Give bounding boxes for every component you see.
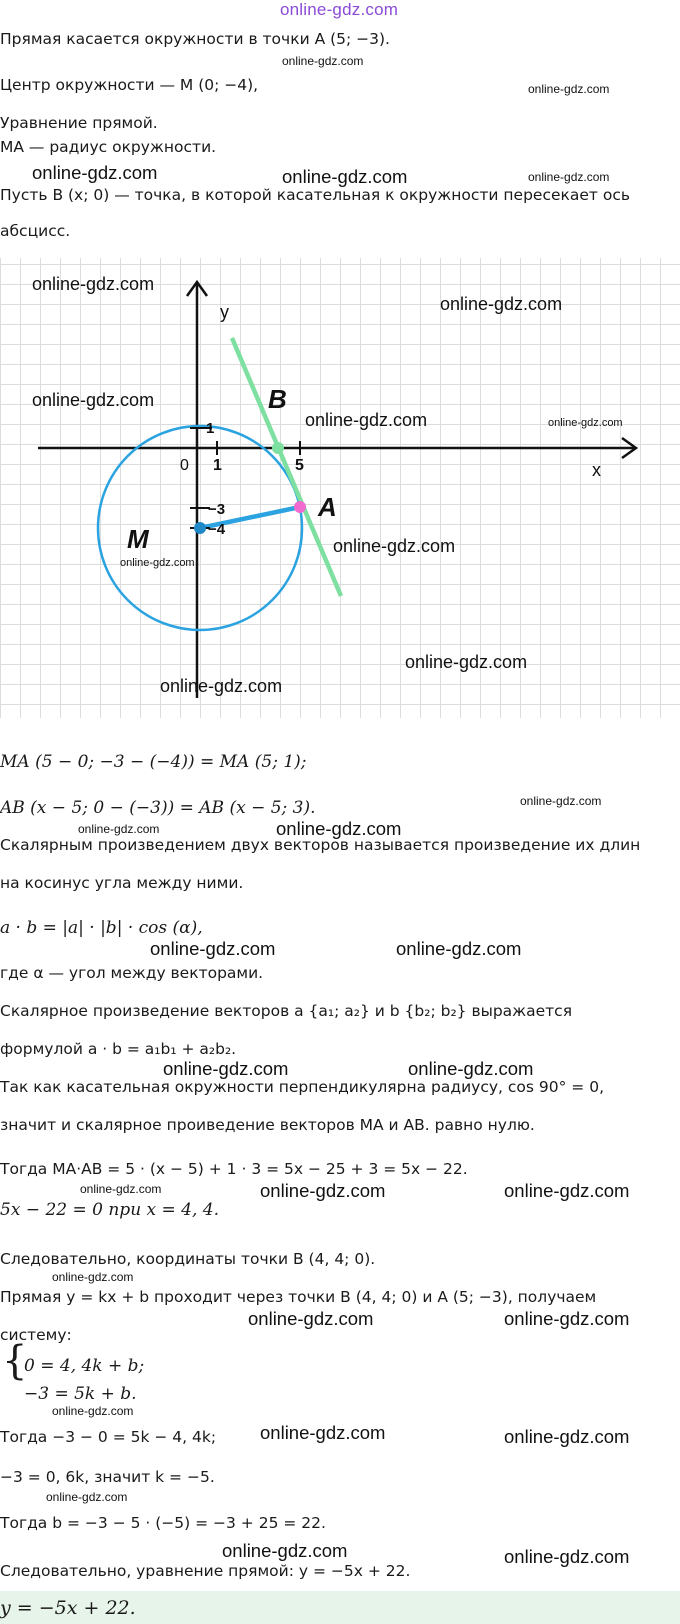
axis-label-y: y: [220, 302, 229, 322]
watermark: online-gdz.com: [440, 294, 563, 314]
watermark: online-gdz.com: [46, 1490, 128, 1504]
tick-label-x5: 5: [295, 457, 304, 474]
text-line-18: 5x − 22 = 0 при x = 4, 4.: [0, 1200, 220, 1220]
tick-label-y1: 1: [206, 420, 215, 437]
answer-box: [0, 1591, 680, 1624]
watermark: online-gdz.com: [260, 1180, 386, 1201]
text-line-5: Пусть B (x; 0) — точка, в которой касательная к окружности пересекает ось: [0, 186, 631, 204]
text-line-27: Следовательно, уравнение прямой: y = −5x + 22.: [0, 1562, 411, 1580]
text-line-6: абсцисс.: [0, 222, 71, 240]
tick-label-ym3: −3: [208, 501, 226, 518]
watermark: online-gdz.com: [282, 166, 408, 187]
watermark: online-gdz.com: [222, 1540, 348, 1561]
text-line-25: −3 = 0, 6k, значит k = −5.: [0, 1468, 215, 1486]
watermark: online-gdz.com: [150, 938, 276, 959]
axis-label-x: x: [592, 460, 601, 480]
watermark: online-gdz.com: [504, 1546, 630, 1567]
watermark: online-gdz.com: [163, 1058, 289, 1079]
text-line-8: AB (x − 5; 0 − (−3)) = AB (x − 5; 3).: [0, 798, 316, 818]
watermark: online-gdz.com: [305, 410, 428, 430]
text-line-7: MA (5 − 0; −3 − (−4)) = MA (5; 1);: [0, 752, 307, 772]
watermark: online-gdz.com: [528, 82, 610, 96]
text-line-21: систему:: [0, 1326, 72, 1344]
text-line-4: MA — радиус окружности.: [0, 138, 217, 156]
text-line-13: Скалярное произведение векторов a {a₁; a₂} и b {b₂; b₂} выражается: [0, 1002, 573, 1020]
watermark: online-gdz.com: [160, 676, 283, 696]
text-line-19: Следовательно, координаты точки B (4, 4; 0).: [0, 1250, 376, 1268]
text-line-3: Уравнение прямой.: [0, 114, 158, 132]
watermark: online-gdz.com: [333, 536, 456, 556]
watermark: online-gdz.com: [504, 1426, 630, 1447]
watermark: online-gdz.com: [120, 557, 195, 569]
tick-label-ym4: −4: [208, 521, 226, 538]
watermark: online-gdz.com: [405, 652, 528, 672]
watermark: online-gdz.com: [548, 417, 623, 429]
text-line-1: Прямая касается окружности в точки A (5; −3).: [0, 30, 390, 48]
watermark-top: online-gdz.com: [280, 0, 399, 19]
label-B: B: [268, 384, 287, 414]
text-line-26: Тогда b = −3 − 5 · (−5) = −3 + 25 = 22.: [0, 1514, 326, 1532]
text-line-16: значит и скалярное проиведение векторов MA и AB. равно нулю.: [0, 1116, 535, 1134]
watermark: online-gdz.com: [52, 1404, 134, 1418]
watermark: online-gdz.com: [520, 794, 602, 808]
watermark: online-gdz.com: [32, 162, 158, 183]
watermark: online-gdz.com: [80, 1182, 162, 1196]
watermark: online-gdz.com: [260, 1422, 386, 1443]
watermark: online-gdz.com: [504, 1308, 630, 1329]
watermark: online-gdz.com: [248, 1308, 374, 1329]
text-line-2: Центр окружности — M (0; −4),: [0, 76, 259, 94]
watermark: online-gdz.com: [282, 54, 364, 68]
system-eq-1: 0 = 4, 4k + b;: [24, 1356, 145, 1376]
text-line-10: на косинус угла между ними.: [0, 874, 244, 892]
text-line-24: Тогда −3 − 0 = 5k − 4, 4k;: [0, 1428, 217, 1446]
watermark: online-gdz.com: [504, 1180, 630, 1201]
point-M: [194, 522, 206, 534]
graph-svg: [0, 258, 680, 718]
text-line-9: Скалярным произведением двух векторов называется произведение их длин: [0, 836, 641, 854]
watermark: online-gdz.com: [78, 822, 160, 836]
watermark: online-gdz.com: [32, 274, 155, 294]
text-line-11: a · b = |a| · |b| · cos (α),: [0, 918, 203, 938]
text-line-14: формулой a · b = a₁b₁ + a₂b₂.: [0, 1040, 237, 1058]
point-B: [272, 442, 284, 454]
watermark: online-gdz.com: [528, 170, 610, 184]
watermark: online-gdz.com: [396, 938, 522, 959]
text-line-17: Тогда MA·AB = 5 · (x − 5) + 1 · 3 = 5x − 25 + 3 = 5x − 22.: [0, 1160, 468, 1178]
text-line-20: Прямая y = kx + b проходит через точки B (4, 4; 0) и A (5; −3), получаем: [0, 1288, 597, 1306]
coordinate-graph: [0, 258, 680, 718]
tick-label-x1: 1: [213, 457, 222, 474]
answer-text: y = −5x + 22.: [0, 1597, 136, 1619]
label-M: M: [127, 524, 149, 554]
label-A: A: [318, 492, 337, 522]
system-eq-2: −3 = 5k + b.: [24, 1384, 137, 1404]
watermark: online-gdz.com: [52, 1270, 134, 1284]
text-line-15: Так как касательная окружности перпендикулярна радиусу, cos 90° = 0,: [0, 1078, 604, 1096]
system-brace: {: [2, 1338, 28, 1384]
point-A: [294, 501, 306, 513]
text-line-12: где α — угол между векторами.: [0, 964, 264, 982]
tangent-line: [232, 338, 341, 596]
watermark: online-gdz.com: [276, 818, 402, 839]
watermark: online-gdz.com: [32, 390, 155, 410]
watermark: online-gdz.com: [408, 1058, 534, 1079]
origin-label: 0: [180, 457, 189, 474]
